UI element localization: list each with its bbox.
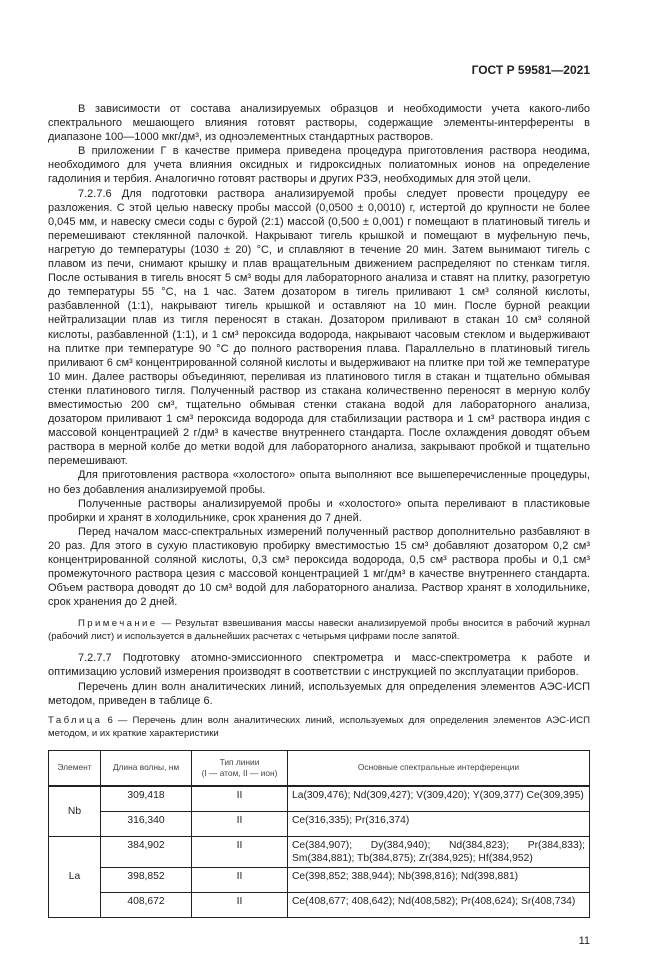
wavelength-cell: 316,340 bbox=[101, 811, 192, 836]
line-type-cell: II bbox=[192, 811, 288, 836]
table-caption-label: Таблица bbox=[48, 714, 103, 726]
interferences-cell: Ce(384,907); Dy(384,940); Nd(384,823); Pr(384,833); Sm(384,881); Tb(384,875); Zr(384,925); Hf(384,952) bbox=[288, 836, 590, 867]
header-interferences: Основные спектральные интерференции bbox=[288, 750, 590, 786]
wavelength-table bbox=[48, 750, 590, 918]
wavelength-cell: 384,902 bbox=[101, 836, 192, 867]
interferences-cell: Ce(398,852; 388,944); Nb(398,816); Nd(398,881) bbox=[288, 867, 590, 892]
element-cell: La bbox=[49, 836, 101, 917]
line-type-cell: II bbox=[192, 786, 288, 812]
table-header-row bbox=[49, 750, 590, 786]
paragraph: В приложении Г в качестве примера приведена процедура приготовления раствора неодима, необходимого для учета влияния оксидных и гидроксидных полиатомных ионов на определение гадолиния и тербия. Аналогично готовят растворы и других РЗЭ, необходимых для этой цели. bbox=[48, 145, 590, 186]
table-row bbox=[49, 867, 590, 892]
header-wavelength: Длина волны, нм bbox=[101, 750, 192, 786]
wavelength-cell: 398,852 bbox=[101, 867, 192, 892]
table-row bbox=[49, 836, 590, 867]
paragraph: Для приготовления раствора «холостого» опыта выполняют все вышеперечисленные процедуры, но без добавления анализируемой пробы. bbox=[48, 469, 590, 496]
table-caption-text: 6 — Перечень длин волн аналитических линий, используемых для определения элементов АЭС-ИСП методом, и их краткие характеристики bbox=[48, 714, 590, 739]
note bbox=[48, 617, 590, 643]
document-body bbox=[48, 102, 590, 740]
line-type-cell: II bbox=[192, 892, 288, 917]
interferences-cell: Ce(408,677; 408,642); Nd(408,582); Pr(408,624); Sr(408,734) bbox=[288, 892, 590, 917]
note-text: — Результат взвешивания массы навески анализируемой пробы вносится в рабочий журнал (рабочий лист) и используется в дальнейших расчетах с четырьмя цифрами после запятой. bbox=[48, 618, 590, 643]
page-number: 11 bbox=[578, 934, 590, 947]
header-line-type-title: Тип линии bbox=[219, 756, 260, 767]
table-row bbox=[49, 892, 590, 917]
paragraph: Перечень длин волн аналитических линий, используемых для определения элементов АЭС-ИСП методом, приведен в таблице 6. bbox=[48, 680, 590, 707]
table-row bbox=[49, 811, 590, 836]
wavelength-cell: 309,418 bbox=[101, 786, 192, 812]
paragraph: В зависимости от состава анализируемых образцов и необходимости учета какого-либо спектрального мешающего влияния готовят растворы, содержащие элементы-интерференты в диапазоне 100—1000 мкг/дм³, из одноэлементных стандартных растворов. bbox=[48, 103, 590, 144]
line-type-cell: II bbox=[192, 836, 288, 867]
paragraph: Полученные растворы анализируемой пробы и «холостого» опыта переливают в пластиковые пробирки и хранят в холодильнике, срок хранения до 7 дней. bbox=[48, 497, 590, 524]
paragraph: Перед началом масс-спектральных измерений полученный раствор дополнительно разбавляют в 20 раз. Для этого в сухую пластиковую пробирку вместимостью 15 см³ добавляют дозатором 0,2 см³ концентрированной соляной кислоты, 0,3 см³ пероксида водорода, 0,5 см³ раствора пробы и 0,1 см³ промежуточного раствора цезия с массовой концентрацией 1 мг/дм³ в качестве внутреннего стандарта. Объем раствора доводят до 10 см³ водой для лабораторного анализа. Раствор хранят в холодильнике, срок хранения до 2 дней. bbox=[48, 525, 590, 609]
paragraph: 7.2.7.6 Для подготовки раствора анализируемой пробы следует провести процедуру ее разложения. С этой целью навеску пробы массой (0,0500 ± 0,0010) г, истертой до крупности не более 0,045 мм, и навеску смеси соды с бурой (2:1) массой (0,500 ± 0,001) г помещают в платиновый тигель и перемешивают стеклянной палочкой. Накрывают тигель крышкой и помещают в муфельную печь, нагретую до температуры (1030 ± 20) °С, и сплавляют в течение 20 мин. Затем вынимают тигель с плавом из печи, снимают крышку и плав вращательным движением распределяют по стенкам тигля. После остывания в тигель вносят 5 см³ воды для лабораторного анализа и ставят на плитку, разогретую до температуры 55 °С, на 1 час. Затем дозатором в тигель приливают 1 см³ соляной кислоты, разбавленной (1:1), накрывают тигель крышкой и оставляют на 10 мин. После бурной реакции нейтрализации плав из тигля переносят в стакан. Дозатором приливают в стакан 10 см³ соляной кислоты, разбавленной (1:1), и 1 см³ пероксида водорода, накрывают часовым стеклом и выдерживают на плитке при температуре 90 °С до полного растворения плава. Параллельно в платиновый тигель приливают 6 см³ концентрированной соляной кислоты и выдерживают на плитке при той же температуре 10 мин. Далее растворы объединяют, переливая из платинового тигля в стакан и тщательно обмывая стенки платинового тигля. Полученный раствор из стакана количественно переносят в мерную колбу вместимостью 200 см³, тщательно обмывая стенки стакана водой для лабораторного анализа, дозатором приливают 1 см³ пероксида водорода для стабилизации раствора и 1 см³ раствора индия с массовой концентрацией 2 г/дм³ в качестве внутреннего стандарта. После охлаждения доводят объем раствора в мерной колбе до метки водой для лабораторного анализа, закрывают пробкой и тщательно перемешивают. bbox=[48, 187, 590, 468]
element-cell: Nb bbox=[49, 786, 101, 837]
wavelength-cell: 408,672 bbox=[101, 892, 192, 917]
header-line-type bbox=[192, 750, 288, 786]
table-caption bbox=[48, 714, 590, 740]
document-standard-number: ГОСТ Р 59581—2021 bbox=[471, 63, 590, 77]
interferences-cell: Ce(316,335); Pr(316,374) bbox=[288, 811, 590, 836]
header-element: Элемент bbox=[49, 750, 101, 786]
paragraph: 7.2.7.7 Подготовку атомно-эмиссионного спектрометра и масс-спектрометра к работе и оптимизацию условий измерения производят в соответствии с инструкцией по эксплуатации приборов. bbox=[48, 652, 590, 679]
line-type-cell: II bbox=[192, 867, 288, 892]
note-label: Примечание bbox=[78, 618, 158, 630]
table-row bbox=[49, 786, 590, 812]
interferences-cell: La(309,476); Nd(309,427); V(309,420); Y(309,377) Ce(309,395) bbox=[288, 786, 590, 812]
header-line-type-legend: (I — атом, II — ион) bbox=[201, 767, 278, 778]
